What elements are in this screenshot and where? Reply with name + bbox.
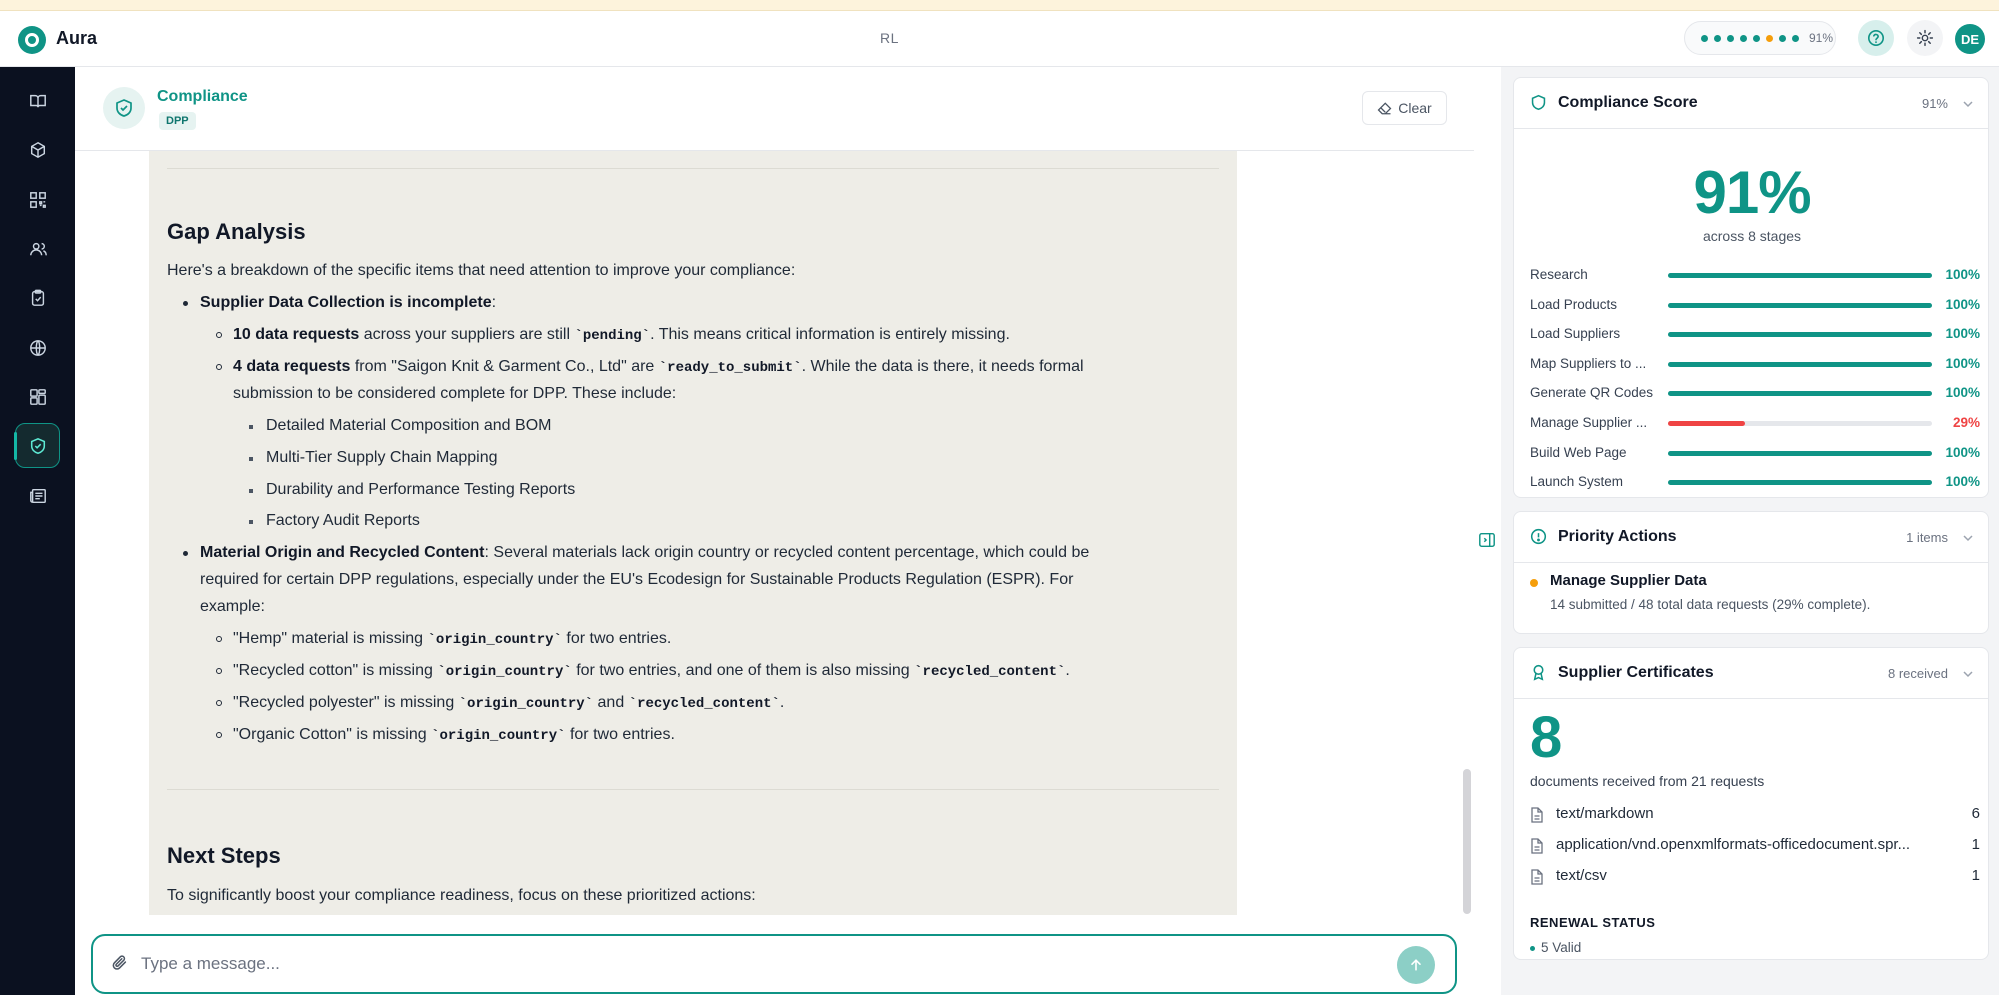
stage-percent: 29%: [1952, 415, 1980, 430]
chevron-down-icon[interactable]: [1962, 668, 1974, 680]
nav-book[interactable]: [15, 78, 60, 123]
progress-percent: 91%: [1809, 31, 1834, 45]
stage-progress-fill: [1668, 480, 1932, 485]
help-icon: [1867, 29, 1885, 47]
bullet: [216, 700, 222, 706]
stage-percent: 100%: [1945, 474, 1980, 490]
progress-dot: [1714, 35, 1721, 42]
score-subtitle: across 8 stages: [1702, 228, 1802, 244]
card-header[interactable]: [1514, 512, 1988, 563]
document-count: 1: [1971, 867, 1980, 884]
list-item-continuation: required for certain DPP regulations, especially under the EU's Ecodesign for Sustainable Products Regulation (ESPR). For: [200, 571, 1074, 588]
stage-row: [1530, 443, 1980, 463]
browser-strip: [0, 0, 1999, 11]
nav-suppliers[interactable]: [15, 226, 60, 271]
globe-icon: [29, 339, 47, 357]
stage-row: [1530, 324, 1980, 344]
progress-dot: [1753, 35, 1760, 42]
renewal-status-label: RENEWAL STATUS: [1530, 915, 1656, 930]
paperclip-icon[interactable]: [111, 954, 129, 972]
eraser-icon: [1377, 101, 1392, 116]
nav-dashboard[interactable]: [15, 374, 60, 419]
stage-percent: 100%: [1945, 385, 1980, 401]
list-item: "Hemp" material is missing `origin_country` for two entries.: [233, 630, 672, 648]
stage-progress-fill: [1668, 391, 1932, 396]
document-type: text/csv: [1556, 867, 1607, 884]
stage-name: Generate QR Codes: [1530, 385, 1654, 401]
priority-dot: [1530, 579, 1538, 587]
compliance-score-card: [1513, 77, 1989, 498]
grid-icon: [29, 388, 47, 406]
bullet: [183, 301, 188, 306]
chat-scrollbar[interactable]: [1463, 769, 1471, 914]
list-item: Material Origin and Recycled Content: Several materials lack origin country or recycled content percentage, which could be: [200, 544, 1090, 561]
top-bar: [0, 11, 1999, 67]
list-item: Detailed Material Composition and BOM: [266, 417, 552, 434]
card-meta: 8 received: [1888, 666, 1948, 681]
list-item-continuation: example:: [200, 598, 265, 615]
stage-row: [1530, 383, 1980, 403]
help-button[interactable]: [1858, 20, 1894, 56]
shield-icon: [1530, 94, 1547, 111]
dpp-badge: DPP: [159, 112, 196, 130]
nav-products[interactable]: [15, 127, 60, 172]
document-type-row: [1530, 866, 1980, 888]
list-item: Supplier Data Collection is incomplete:: [200, 294, 497, 311]
stage-progress-track: [1668, 332, 1932, 337]
document-type-row: [1530, 804, 1980, 826]
panel-collapse-icon[interactable]: [1478, 531, 1496, 549]
gear-icon: [1916, 29, 1934, 47]
right-panel: [1501, 67, 1999, 995]
bullet: [216, 732, 222, 738]
award-icon: [1530, 664, 1547, 681]
chevron-down-icon[interactable]: [1962, 532, 1974, 544]
stage-progress-track: [1668, 273, 1932, 278]
supplier-certificates-card: [1513, 647, 1989, 960]
stage-row: [1530, 265, 1980, 285]
list-item: "Recycled cotton" is missing `origin_country` for two entries, and one of them is also missing `recycled_content`.: [233, 662, 1070, 680]
next-steps-heading: Next Steps: [167, 843, 281, 868]
send-button[interactable]: [1397, 946, 1435, 984]
next-steps-intro: To significantly boost your compliance readiness, focus on these prioritized actions:: [167, 887, 756, 904]
bullet: [249, 489, 253, 493]
chevron-down-icon[interactable]: [1962, 98, 1974, 110]
stage-name: Research: [1530, 267, 1588, 282]
nav-compliance[interactable]: [15, 423, 60, 468]
card-header[interactable]: [1514, 78, 1988, 129]
stage-percent: 100%: [1945, 267, 1980, 282]
stage-row: [1530, 413, 1980, 433]
card-title: Priority Actions: [1558, 528, 1677, 545]
stage-progress-fill: [1668, 451, 1932, 456]
gap-analysis-heading: Gap Analysis: [167, 219, 306, 244]
bullet: [249, 425, 253, 429]
stage-progress-fill: [1668, 303, 1932, 308]
workspace-label: RL: [880, 30, 899, 46]
divider: [167, 789, 1219, 790]
bullet: [249, 457, 253, 461]
settings-button[interactable]: [1907, 20, 1943, 56]
compliance-icon: [103, 87, 145, 129]
stage-row: [1530, 472, 1980, 492]
list-item: "Organic Cotton" is missing `origin_country` for two entries.: [233, 726, 675, 744]
card-header[interactable]: [1514, 648, 1988, 699]
stage-row: [1530, 354, 1980, 374]
arrow-up-icon: [1408, 957, 1424, 973]
stage-name: Load Products: [1530, 296, 1618, 312]
divider: [167, 168, 1219, 169]
list-item: 4 data requests from "Saigon Knit & Garment Co., Ltd" are `ready_to_submit`. While the data is there, it needs formal: [233, 358, 1084, 376]
nav-qr-codes[interactable]: [15, 177, 60, 222]
stage-progress-track: [1668, 391, 1932, 396]
list-item: 10 data requests across your suppliers are still `pending`. This means critical information is entirely missing.: [233, 326, 1010, 344]
bullet: [249, 520, 253, 524]
document-type: text/markdown: [1556, 805, 1654, 822]
stage-progress-track: [1668, 421, 1932, 426]
alert-circle-icon: [1530, 528, 1547, 545]
chat-title: Compliance: [157, 88, 248, 105]
document-type: application/vnd.openxmlformats-officedocument.spr...: [1556, 836, 1911, 853]
stage-percent: 100%: [1945, 296, 1980, 312]
progress-dot: [1766, 35, 1773, 42]
message-composer: [91, 934, 1457, 994]
stage-progress-fill: [1668, 421, 1745, 426]
stage-name: Manage Supplier ...: [1530, 415, 1648, 430]
list-item: Factory Audit Reports: [266, 512, 420, 529]
sidebar: [0, 67, 75, 995]
score-value: 91%: [1693, 159, 1811, 226]
card-title: Compliance Score: [1558, 94, 1698, 111]
stage-row: [1530, 295, 1980, 315]
document-count: 1: [1971, 836, 1980, 853]
document-type-row: [1530, 835, 1980, 857]
stage-name: Load Suppliers: [1530, 326, 1621, 342]
bullet: [183, 551, 188, 556]
stage-progress-track: [1668, 480, 1932, 485]
box-icon: [29, 141, 47, 159]
progress-pill[interactable]: [1684, 21, 1836, 55]
card-meta: 1 items: [1906, 530, 1948, 545]
stage-progress-fill: [1668, 362, 1932, 367]
nav-tasks[interactable]: [15, 275, 60, 320]
priority-actions-card: [1513, 511, 1989, 634]
stage-progress-fill: [1668, 273, 1932, 278]
certificates-subtitle: documents received from 21 requests: [1530, 773, 1765, 789]
app-title: Aura: [56, 28, 98, 48]
clear-button[interactable]: [1362, 91, 1447, 125]
bullet: [216, 332, 222, 338]
card-meta: 91%: [1921, 96, 1948, 111]
chat-scroll-area[interactable]: [75, 151, 1474, 915]
newspaper-icon: [29, 487, 47, 505]
list-item: Multi-Tier Supply Chain Mapping: [266, 449, 498, 466]
bullet: [216, 364, 222, 370]
progress-dot: [1727, 35, 1734, 42]
nav-web[interactable]: [15, 325, 60, 370]
stage-percent: 100%: [1945, 326, 1980, 342]
list-item-continuation: submission to be considered complete for DPP. These include:: [233, 385, 677, 402]
clipboard-icon: [29, 289, 47, 307]
stage-progress-track: [1668, 303, 1932, 308]
action-description: 14 submitted / 48 total data requests (29% complete).: [1550, 597, 1871, 612]
avatar[interactable]: DE: [1955, 24, 1985, 54]
stage-percent: 100%: [1945, 355, 1980, 371]
message-input[interactable]: [141, 950, 1341, 978]
gap-intro: Here's a breakdown of the specific items that need attention to improve your compliance:: [167, 262, 796, 279]
progress-dot: [1740, 35, 1747, 42]
file-icon: [1530, 807, 1544, 823]
users-icon: [29, 240, 47, 258]
stage-percent: 100%: [1945, 444, 1980, 460]
bullet: [216, 636, 222, 642]
certificates-count: 8: [1530, 705, 1563, 770]
document-count: 6: [1971, 805, 1980, 822]
progress-dot: [1792, 35, 1799, 42]
file-icon: [1530, 838, 1544, 854]
stage-progress-track: [1668, 451, 1932, 456]
progress-dot: [1701, 35, 1708, 42]
book-icon: [29, 92, 47, 110]
list-item: "Recycled polyester" is missing `origin_country` and `recycled_content`.: [233, 694, 785, 712]
card-title: Supplier Certificates: [1558, 664, 1714, 681]
nav-news[interactable]: [15, 473, 60, 518]
qr-code-icon: [29, 191, 47, 209]
chat-header: [75, 67, 1474, 151]
stage-progress-fill: [1668, 332, 1932, 337]
file-icon: [1530, 869, 1544, 885]
aura-logo-icon: [18, 26, 46, 54]
renewal-valid-count: 5 Valid: [1530, 940, 1581, 955]
stage-name: Launch System: [1530, 474, 1624, 490]
progress-dot: [1779, 35, 1786, 42]
shield-check-icon: [29, 437, 47, 455]
assistant-message: [149, 151, 1237, 915]
bullet: [216, 668, 222, 674]
stage-name: Build Web Page: [1530, 444, 1627, 460]
clear-label: Clear: [1398, 100, 1432, 116]
stage-progress-track: [1668, 362, 1932, 367]
list-item: Durability and Performance Testing Reports: [266, 481, 576, 498]
stage-name: Map Suppliers to ...: [1530, 355, 1647, 371]
action-title[interactable]: Manage Supplier Data: [1550, 572, 1707, 589]
